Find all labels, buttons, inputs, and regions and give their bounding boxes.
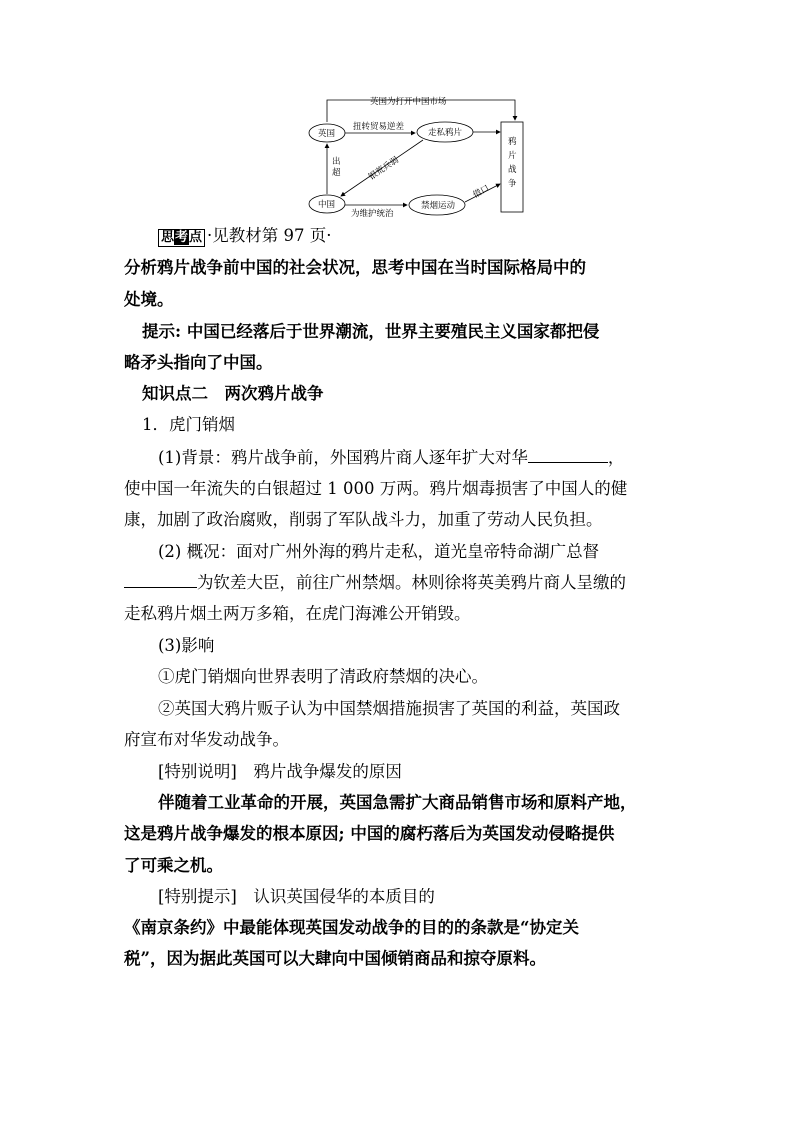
node-war-char3: 战 (508, 165, 517, 175)
edge-export-char1: 出 (332, 157, 341, 167)
fill-blank-2[interactable] (124, 573, 197, 588)
hint-line-1: 提示: 中国已经落后于世界潮流，世界主要殖民主义国家都把侵 (142, 322, 600, 341)
background-line-2: 使中国一年流失的白银超过 1 000 万两。鸦片烟毒损害了中国人的健 (124, 479, 628, 498)
special-tip-line-1: 《南京条约》中最能体现英国发动战争的目的的条款是“协定关 (124, 918, 579, 937)
node-war-char1: 鸦 (508, 137, 517, 147)
edge-silver-label: 银荒兵弱 (367, 155, 401, 183)
background-comma: ， (607, 448, 625, 467)
impact-heading: (3)影响 (158, 636, 215, 655)
impact-line-3: 府宣布对华发动战争。 (124, 730, 289, 749)
subsection-heading: 1．虎门销烟 (142, 415, 235, 434)
background-line-1 (158, 446, 674, 470)
node-war-char2: 片 (508, 151, 517, 161)
overview-text-2: 为钦差大臣，前往广州禁烟。林则徐将英美鸦片商人呈缴的 (197, 573, 626, 592)
fill-blank-1[interactable] (528, 448, 608, 463)
think-point-heading (158, 224, 674, 248)
background-line-3: 康，加剧了政治腐败，削弱了军队战斗力，加重了劳动人民负担。 (124, 510, 603, 529)
hint-line-2: 略矛头指向了中国。 (124, 353, 273, 372)
overview-line-3: 走私鸦片烟土两万多箱，在虎门海滩公开销毁。 (124, 604, 471, 623)
node-smuggle-label: 走私鸦片 (428, 128, 463, 138)
badge-char-a: 思 (161, 230, 175, 245)
think-point-badge (158, 229, 205, 247)
diagram-svg (305, 92, 535, 220)
badge-char-c: 点 (189, 230, 203, 245)
special-tip-line-2: 税”，因为据此英国可以大肆向中国倾销商品和掠夺原料。 (124, 949, 546, 968)
special-note-heading: [特别说明] 鸦片战争爆发的原因 (158, 762, 402, 781)
opium-war-cause-diagram (305, 92, 535, 220)
background-text: (1)背景：鸦片战争前，外国鸦片商人逐年扩大对华 (158, 448, 528, 467)
edge-pretext-label: 借口 (471, 183, 492, 201)
impact-line-1: ①虎门销烟向世界表明了清政府禁烟的决心。 (158, 667, 488, 686)
edge-rule-label: 为维护统治 (351, 209, 394, 219)
special-note-line-1: 伴随着工业革命的开展，英国急需扩大商品销售市场和原料产地， (158, 793, 637, 812)
special-note-line-2: 这是鸦片战争爆发的根本原因; 中国的腐朽落后为英国发动侵略提供 (124, 824, 615, 843)
overview-line-1: (2) 概况：面对广州外海的鸦片走私，道光皇帝特命湖广总督 (158, 542, 600, 561)
edge-export-char2: 超 (332, 168, 341, 178)
special-note-line-3: 了可乘之机。 (124, 856, 223, 875)
node-war-char4: 争 (508, 179, 517, 189)
impact-line-2: ②英国大鸦片贩子认为中国禁烟措施损害了英国的利益，英国政 (158, 699, 620, 718)
special-tip-heading: [特别提示] 认识英国侵华的本质目的 (158, 887, 435, 906)
think-question-line-1: 分析鸦片战争前中国的社会状况，思考中国在当时国际格局中的 (124, 258, 586, 277)
badge-char-b: 考 (175, 230, 189, 245)
think-question-line-2: 处境。 (124, 290, 174, 309)
node-britain-label: 英国 (318, 129, 336, 139)
edge-reverse-label: 扭转贸易逆差 (353, 122, 405, 132)
overview-line-2 (124, 571, 674, 595)
node-china-label: 中国 (318, 200, 336, 210)
textbook-reference: ·见教材第 97 页· (207, 226, 332, 245)
top-arrow-label: 英国为打开中国市场 (370, 97, 447, 107)
section-heading: 知识点二 两次鸦片战争 (142, 384, 324, 403)
node-ban-label: 禁烟运动 (421, 201, 456, 211)
